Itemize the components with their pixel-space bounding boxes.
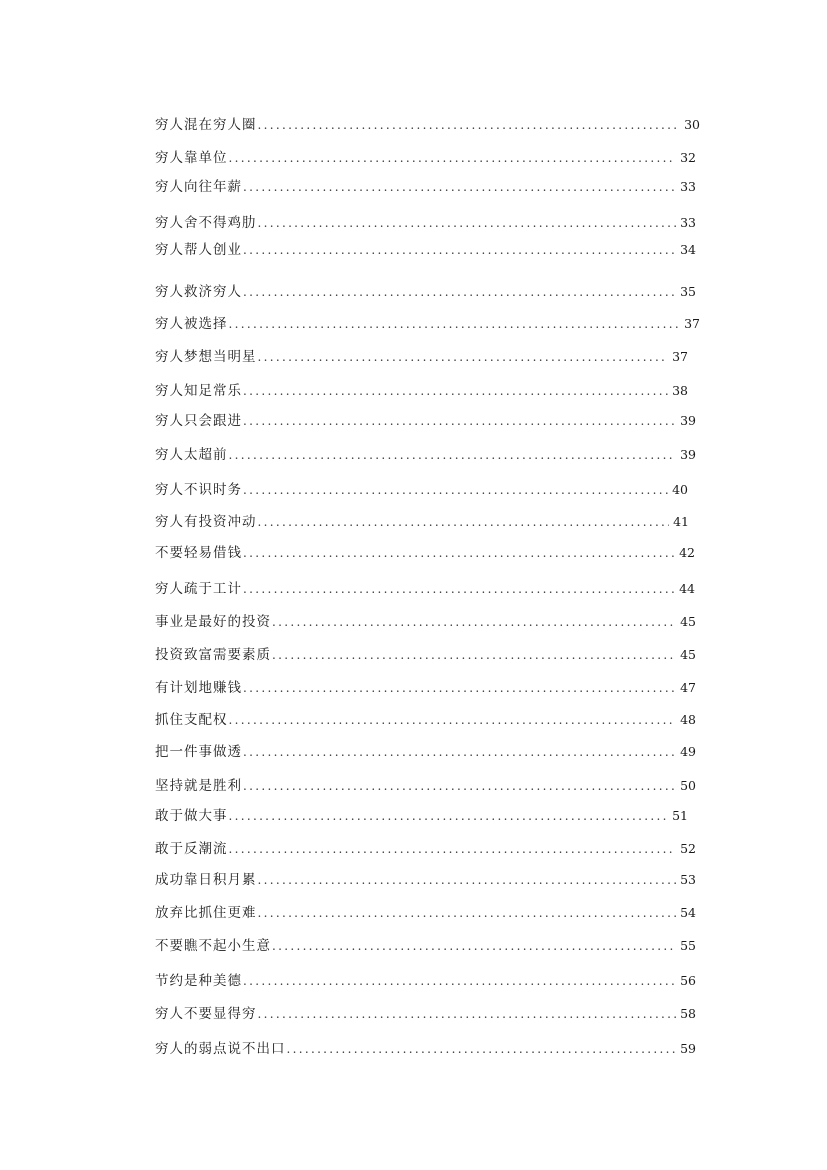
toc-entry-page: 45 xyxy=(680,614,696,629)
toc-entry-title: 成功靠日积月累 xyxy=(155,872,257,888)
toc-entry[interactable] xyxy=(155,775,696,797)
toc-entry-title: 穷人只会跟进 xyxy=(155,413,242,429)
toc-entry[interactable] xyxy=(155,410,696,432)
toc-entry[interactable] xyxy=(155,970,696,992)
dot-leader xyxy=(243,542,675,564)
dot-leader xyxy=(243,677,676,699)
toc-entry-page: 33 xyxy=(680,179,696,194)
toc-entry-title: 穷人混在穷人圈 xyxy=(155,117,257,133)
toc-entry[interactable] xyxy=(155,902,696,924)
toc-entry-title: 有计划地赚钱 xyxy=(155,680,242,696)
dot-leader xyxy=(258,902,677,924)
toc-entry-title: 穷人被选择 xyxy=(155,316,228,332)
toc-entry-page: 48 xyxy=(680,712,696,727)
dot-leader xyxy=(258,1003,677,1025)
toc-entry-page: 44 xyxy=(679,581,695,596)
toc-entry[interactable] xyxy=(155,176,696,198)
toc-entry-title: 事业是最好的投资 xyxy=(155,614,271,630)
dot-leader xyxy=(243,970,676,992)
toc-entry[interactable] xyxy=(155,611,696,633)
toc-entry-page: 53 xyxy=(680,872,696,887)
toc-entry[interactable] xyxy=(155,281,696,303)
toc-entry[interactable] xyxy=(155,677,696,699)
toc-entry-title: 穷人有投资冲动 xyxy=(155,514,257,530)
toc-entry[interactable] xyxy=(155,542,695,564)
toc-entry[interactable] xyxy=(155,346,688,368)
toc-entry-page: 56 xyxy=(680,973,696,988)
toc-entry-title: 敢于反潮流 xyxy=(155,841,228,857)
toc-entry-title: 穷人不识时务 xyxy=(155,482,242,498)
dot-leader xyxy=(243,410,676,432)
toc-entry[interactable] xyxy=(155,838,696,860)
dot-leader xyxy=(287,1038,677,1060)
toc-entry-title: 穷人知足常乐 xyxy=(155,383,242,399)
dot-leader xyxy=(243,176,676,198)
toc-entry[interactable] xyxy=(155,114,700,136)
toc-entry[interactable] xyxy=(155,444,696,466)
toc-entry-title: 穷人帮人创业 xyxy=(155,242,242,258)
dot-leader xyxy=(243,281,676,303)
toc-entry[interactable] xyxy=(155,869,696,891)
toc-entry[interactable] xyxy=(155,380,688,402)
toc-entry-page: 42 xyxy=(679,545,695,560)
toc-entry[interactable] xyxy=(155,1003,696,1025)
toc-entry[interactable] xyxy=(155,147,696,169)
dot-leader xyxy=(243,239,676,261)
toc-entry-page: 47 xyxy=(680,680,696,695)
toc-entry[interactable] xyxy=(155,313,700,335)
toc-entry-title: 穷人向往年薪 xyxy=(155,179,242,195)
toc-entry-page: 50 xyxy=(680,778,696,793)
dot-leader xyxy=(243,775,676,797)
toc-entry-title: 穷人不要显得穷 xyxy=(155,1006,257,1022)
toc-entry-title: 坚持就是胜利 xyxy=(155,778,242,794)
toc-entry-title: 不要轻易借钱 xyxy=(155,545,242,561)
toc-entry-page: 39 xyxy=(680,447,696,462)
toc-entry-page: 39 xyxy=(680,413,696,428)
dot-leader xyxy=(272,611,676,633)
toc-entry[interactable] xyxy=(155,935,696,957)
dot-leader xyxy=(243,578,675,600)
dot-leader xyxy=(229,709,677,731)
dot-leader xyxy=(229,805,669,827)
toc-entry[interactable] xyxy=(155,239,696,261)
dot-leader xyxy=(229,444,677,466)
toc-entry-page: 37 xyxy=(672,349,688,364)
toc-entry[interactable] xyxy=(155,578,695,600)
dot-leader xyxy=(258,869,677,891)
toc-entry[interactable] xyxy=(155,644,696,666)
toc-entry-title: 穷人舍不得鸡肋 xyxy=(155,215,257,231)
dot-leader xyxy=(258,511,670,533)
toc-entry-title: 穷人的弱点说不出口 xyxy=(155,1041,286,1057)
toc-entry-page: 55 xyxy=(680,938,696,953)
toc-entry[interactable] xyxy=(155,511,689,533)
toc-entry-page: 45 xyxy=(680,647,696,662)
toc-entry-title: 把一件事做透 xyxy=(155,744,242,760)
dot-leader xyxy=(229,313,681,335)
toc-entry-page: 37 xyxy=(684,316,700,331)
toc-entry-title: 不要瞧不起小生意 xyxy=(155,938,271,954)
dot-leader xyxy=(243,479,668,501)
dot-leader xyxy=(243,380,668,402)
dot-leader xyxy=(272,644,676,666)
toc-entry-title: 穷人救济穷人 xyxy=(155,284,242,300)
toc-entry[interactable] xyxy=(155,1038,696,1060)
toc-entry-page: 49 xyxy=(680,744,696,759)
toc-entry-page: 51 xyxy=(672,808,688,823)
toc-entry-title: 敢于做大事 xyxy=(155,808,228,824)
toc-entry-page: 34 xyxy=(680,242,696,257)
toc-entry-page: 35 xyxy=(680,284,696,299)
toc-entry-title: 穷人靠单位 xyxy=(155,150,228,166)
toc-entry[interactable] xyxy=(155,479,688,501)
dot-leader xyxy=(258,114,681,136)
dot-leader xyxy=(229,147,677,169)
toc-entry-page: 52 xyxy=(680,841,696,856)
toc-entry-page: 59 xyxy=(680,1041,696,1056)
toc-entry[interactable] xyxy=(155,805,688,827)
toc-entry-page: 38 xyxy=(672,383,688,398)
toc-entry-title: 放弃比抓住更难 xyxy=(155,905,257,921)
toc-entry[interactable] xyxy=(155,741,696,763)
toc-entry-page: 54 xyxy=(680,905,696,920)
dot-leader xyxy=(229,838,677,860)
dot-leader xyxy=(272,935,676,957)
toc-entry-title: 穷人疏于工计 xyxy=(155,581,242,597)
toc-entry-title: 节约是种美德 xyxy=(155,973,242,989)
dot-leader xyxy=(258,346,669,368)
toc-entry-page: 32 xyxy=(680,150,696,165)
toc-entry-page: 40 xyxy=(672,482,688,497)
toc-entry-page: 33 xyxy=(680,215,696,230)
toc-entry-title: 穷人太超前 xyxy=(155,447,228,463)
toc-entry-title: 穷人梦想当明星 xyxy=(155,349,257,365)
toc-entry-title: 抓住支配权 xyxy=(155,712,228,728)
dot-leader xyxy=(258,212,677,234)
toc-entry[interactable] xyxy=(155,709,696,731)
toc-entry-page: 58 xyxy=(680,1006,696,1021)
toc-entry-page: 41 xyxy=(673,514,689,529)
toc-entry-page: 30 xyxy=(684,117,700,132)
toc-entry[interactable] xyxy=(155,212,696,234)
dot-leader xyxy=(243,741,676,763)
toc-entry-title: 投资致富需要素质 xyxy=(155,647,271,663)
